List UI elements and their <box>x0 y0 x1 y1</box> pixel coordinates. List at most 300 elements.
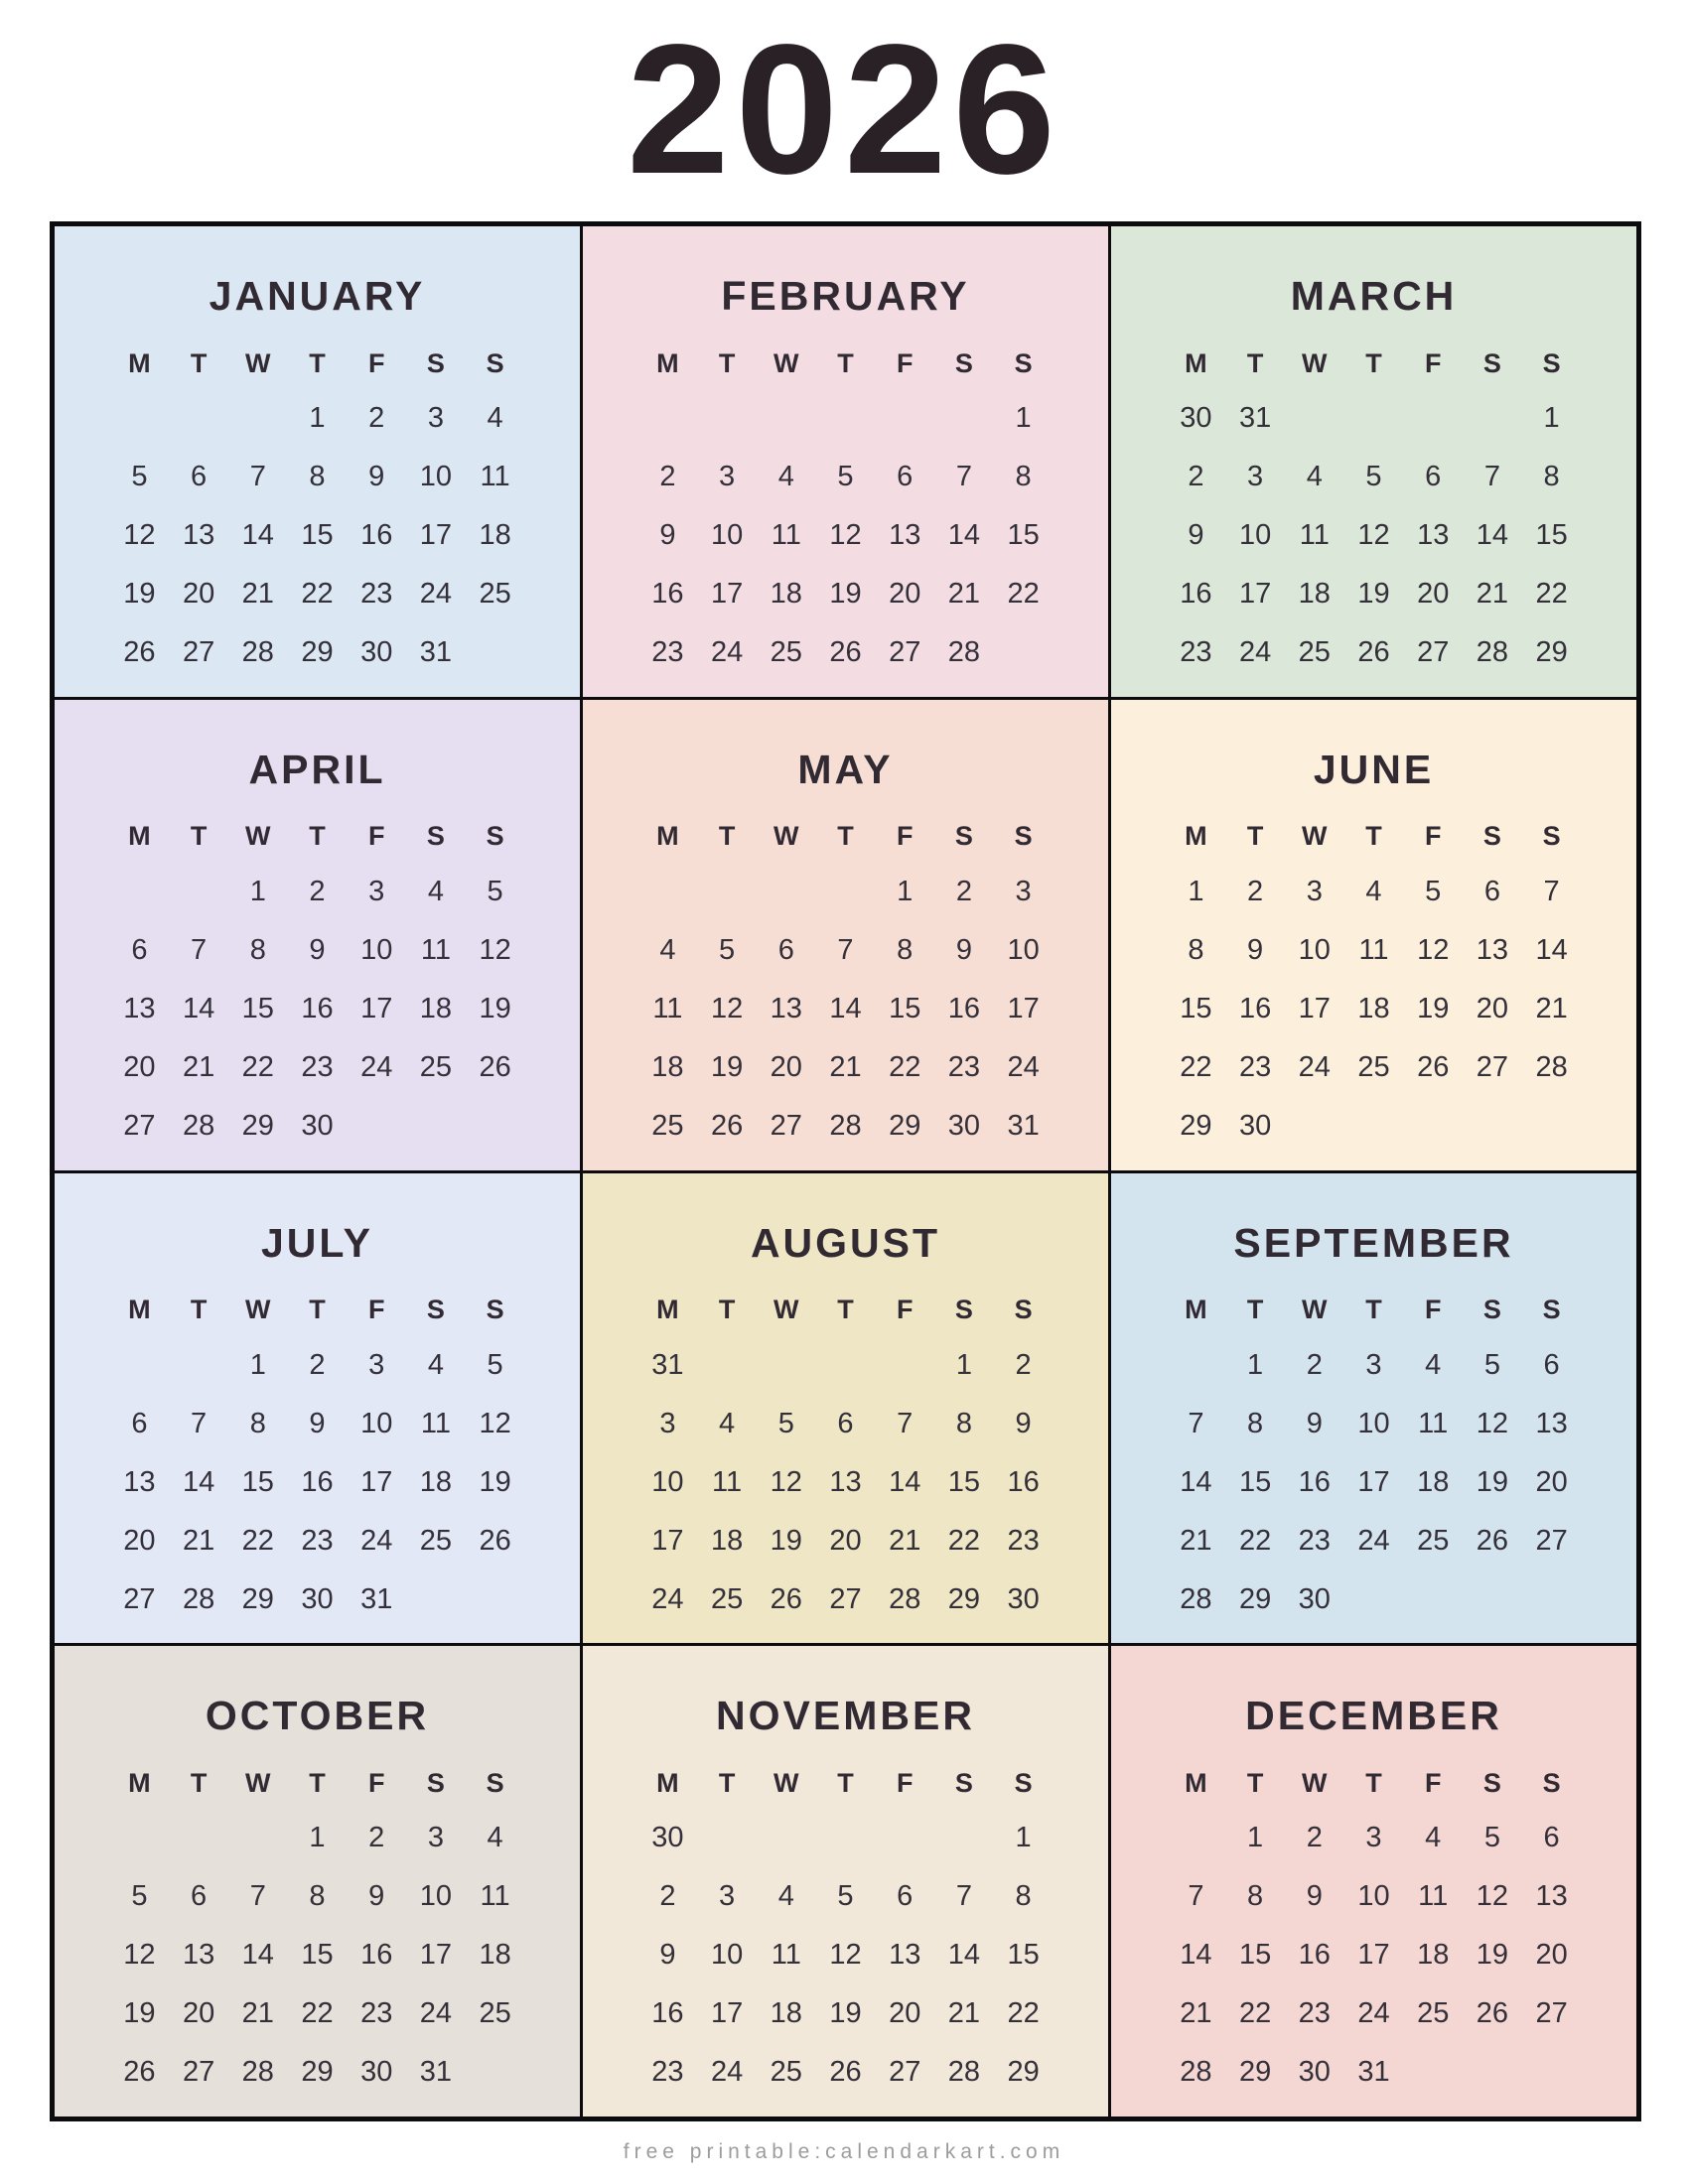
date-cell: 22 <box>1238 1524 1272 1557</box>
date-cell: 18 <box>1417 1939 1450 1972</box>
week-row <box>1167 1038 1582 1097</box>
date-cell: 3 <box>659 1407 676 1439</box>
month-calendar <box>110 1285 525 1629</box>
week-row <box>110 1570 525 1629</box>
date-cell: 7 <box>837 933 854 966</box>
date-cell: 15 <box>301 519 334 551</box>
date-cell: 24 <box>710 2056 744 2089</box>
date-cell: 5 <box>131 1880 148 1913</box>
week-row <box>110 623 525 682</box>
date-cell: 4 <box>1306 461 1323 492</box>
date-cell: 29 <box>889 1109 921 1142</box>
weekday-label: F <box>367 1295 385 1324</box>
date-cell: 16 <box>301 1465 334 1498</box>
date-cell: 20 <box>889 578 921 610</box>
date-cell: 11 <box>1299 519 1330 551</box>
month-calendar <box>110 811 525 1156</box>
weekday-label: M <box>656 1295 679 1324</box>
date-cell: 18 <box>419 992 453 1024</box>
week-row <box>110 2043 525 2102</box>
date-cell: 16 <box>1298 1465 1331 1498</box>
week-row <box>638 1809 1054 1867</box>
weekday-label: T <box>718 1767 736 1798</box>
month-calendar <box>638 1285 1054 1629</box>
date-cell: 2 <box>1306 1348 1323 1381</box>
date-cell: 23 <box>1007 1524 1040 1557</box>
date-cell: 5 <box>487 875 503 907</box>
date-cell: 28 <box>889 1582 921 1615</box>
weekday-label: T <box>1246 347 1264 378</box>
weekday-header-row <box>1167 811 1582 863</box>
date-cell: 28 <box>182 1582 215 1615</box>
date-cell: 11 <box>480 1880 510 1913</box>
week-row <box>110 1097 525 1156</box>
date-cell: 12 <box>123 1939 156 1972</box>
months-grid <box>50 221 1641 2121</box>
week-row <box>110 1512 525 1570</box>
date-cell: 24 <box>710 636 744 668</box>
date-cell: 4 <box>1425 1348 1442 1381</box>
weekday-header-row <box>1167 1757 1582 1809</box>
date-cell: 12 <box>1476 1880 1509 1913</box>
date-cell: 15 <box>1238 1939 1272 1972</box>
weekday-label: W <box>1302 347 1328 378</box>
date-cell: 26 <box>770 1582 802 1615</box>
date-cell: 2 <box>659 1880 676 1913</box>
date-cell: 24 <box>651 1582 684 1615</box>
date-cell: 26 <box>1417 1050 1450 1083</box>
date-cell: 12 <box>770 1465 802 1498</box>
week-row <box>638 1926 1054 1984</box>
date-cell: 14 <box>1476 519 1509 551</box>
date-cell: 11 <box>1358 933 1389 966</box>
date-cell: 14 <box>1535 933 1568 966</box>
date-cell: 26 <box>829 636 862 668</box>
date-cell: 22 <box>889 1050 921 1083</box>
date-cell: 8 <box>309 1880 326 1913</box>
weekday-label: W <box>774 821 799 852</box>
date-cell: 21 <box>947 578 981 610</box>
date-cell: 17 <box>1357 1939 1390 1972</box>
week-row <box>1167 1395 1582 1453</box>
date-cell: 7 <box>191 1407 208 1439</box>
weekday-label: W <box>1302 821 1328 852</box>
date-cell: 22 <box>947 1524 981 1557</box>
date-cell: 24 <box>1238 636 1272 668</box>
weekday-label: F <box>367 821 385 852</box>
date-cell: 28 <box>947 636 981 668</box>
date-cell: 12 <box>1476 1407 1509 1439</box>
date-cell: 25 <box>419 1524 453 1557</box>
week-row <box>110 1867 525 1926</box>
date-cell: 15 <box>301 1939 334 1972</box>
date-cell: 17 <box>419 1939 453 1972</box>
date-cell: 30 <box>651 1822 684 1854</box>
weekday-label: T <box>1365 347 1382 378</box>
month-title: FEBRUARY <box>721 273 970 319</box>
weekday-label: S <box>1482 821 1501 852</box>
week-row <box>1167 980 1582 1038</box>
date-cell: 8 <box>249 933 266 966</box>
date-cell: 2 <box>659 461 676 492</box>
date-cell: 27 <box>182 636 215 668</box>
date-cell: 8 <box>897 933 914 966</box>
month-january <box>55 226 580 697</box>
date-cell: 22 <box>1238 1997 1272 2030</box>
weekday-header-row <box>638 338 1054 389</box>
week-row <box>1167 921 1582 980</box>
weekday-label: S <box>426 1767 445 1798</box>
weekday-label: S <box>486 1295 504 1324</box>
date-cell: 7 <box>249 1880 266 1913</box>
date-cell: 6 <box>1483 875 1500 907</box>
date-cell: 5 <box>487 1348 503 1381</box>
date-cell: 24 <box>1357 1524 1390 1557</box>
month-december <box>1111 1646 1636 2116</box>
weekday-label: M <box>1185 347 1207 378</box>
date-cell: 30 <box>1238 1109 1272 1142</box>
date-cell: 3 <box>1306 875 1323 907</box>
date-cell: 14 <box>947 1939 981 1972</box>
week-row <box>638 1336 1054 1395</box>
date-cell: 1 <box>1247 1822 1264 1854</box>
date-cell: 11 <box>771 519 801 551</box>
weekday-label: T <box>190 821 208 852</box>
weekday-label: S <box>954 821 973 852</box>
date-cell: 25 <box>1417 1997 1450 2030</box>
date-cell: 5 <box>1365 461 1382 492</box>
date-cell: 1 <box>1015 402 1032 434</box>
weekday-label: M <box>128 347 151 378</box>
date-cell: 4 <box>777 461 794 492</box>
date-cell: 19 <box>710 1050 744 1083</box>
date-cell: 30 <box>360 636 393 668</box>
date-cell: 8 <box>1247 1880 1264 1913</box>
date-cell: 31 <box>1238 402 1272 434</box>
date-cell: 27 <box>123 1582 156 1615</box>
footer-credit: free printable:calendarkart.com <box>623 2140 1065 2163</box>
date-cell: 13 <box>123 992 156 1024</box>
weekday-header-row <box>638 1757 1054 1809</box>
date-cell: 24 <box>419 578 453 610</box>
weekday-label: T <box>1365 821 1382 852</box>
date-cell: 5 <box>131 461 148 492</box>
date-cell: 22 <box>301 1997 334 2030</box>
weekday-label: S <box>1542 1767 1561 1798</box>
date-cell: 25 <box>479 1997 511 2030</box>
date-cell: 18 <box>770 1997 802 2030</box>
week-row <box>638 921 1054 980</box>
date-cell: 1 <box>897 875 914 907</box>
date-cell: 9 <box>659 519 676 551</box>
date-cell: 10 <box>1007 933 1040 966</box>
date-cell: 16 <box>651 1997 684 2030</box>
date-cell: 2 <box>309 1348 326 1381</box>
date-cell: 19 <box>123 1997 156 2030</box>
week-row <box>110 506 525 565</box>
date-cell: 23 <box>301 1524 334 1557</box>
weekday-label: S <box>954 1767 973 1798</box>
date-cell: 10 <box>651 1465 684 1498</box>
weekday-label: T <box>1246 1295 1264 1324</box>
month-calendar <box>638 811 1054 1156</box>
date-cell: 6 <box>191 1880 208 1913</box>
week-row <box>110 1809 525 1867</box>
date-cell: 26 <box>123 636 156 668</box>
date-cell: 21 <box>829 1050 862 1083</box>
weekday-label: W <box>245 1295 271 1324</box>
date-cell: 10 <box>360 933 393 966</box>
date-cell: 28 <box>829 1109 862 1142</box>
date-cell: 23 <box>360 1997 393 2030</box>
date-cell: 11 <box>652 992 683 1024</box>
date-cell: 23 <box>651 2056 684 2089</box>
weekday-header-row <box>1167 338 1582 389</box>
weekday-label: S <box>1542 1295 1561 1324</box>
date-cell: 15 <box>1007 1939 1040 1972</box>
date-cell: 8 <box>249 1407 266 1439</box>
weekday-label: S <box>1542 347 1561 378</box>
date-cell: 27 <box>1535 1997 1568 2030</box>
week-row <box>638 506 1054 565</box>
date-cell: 29 <box>1238 2056 1272 2089</box>
date-cell: 10 <box>1298 933 1331 966</box>
date-cell: 21 <box>1476 578 1509 610</box>
weekday-label: T <box>718 347 736 378</box>
week-row <box>638 565 1054 623</box>
date-cell: 30 <box>947 1109 981 1142</box>
weekday-label: T <box>837 821 854 852</box>
month-title: JANUARY <box>209 273 426 319</box>
date-cell: 1 <box>309 402 326 434</box>
week-row <box>1167 2043 1582 2102</box>
date-cell: 13 <box>1476 933 1509 966</box>
date-cell: 1 <box>309 1822 326 1854</box>
date-cell: 24 <box>419 1997 453 2030</box>
date-cell: 13 <box>770 992 802 1024</box>
date-cell: 10 <box>419 1880 453 1913</box>
date-cell: 27 <box>1535 1524 1568 1557</box>
weekday-label: T <box>1246 821 1264 852</box>
date-cell: 6 <box>1543 1348 1560 1381</box>
month-title: NOVEMBER <box>716 1693 975 1739</box>
date-cell: 9 <box>1247 933 1264 966</box>
date-cell: 17 <box>419 519 453 551</box>
date-cell: 13 <box>182 519 215 551</box>
date-cell: 3 <box>1015 875 1032 907</box>
date-cell: 11 <box>1418 1407 1449 1439</box>
month-title: MAY <box>797 746 894 792</box>
date-cell: 22 <box>241 1524 274 1557</box>
date-cell: 18 <box>710 1524 744 1557</box>
date-cell: 20 <box>182 578 215 610</box>
date-cell: 12 <box>710 992 744 1024</box>
date-cell: 3 <box>1365 1822 1382 1854</box>
date-cell: 21 <box>947 1997 981 2030</box>
date-cell: 23 <box>947 1050 981 1083</box>
weekday-label: F <box>896 1767 914 1798</box>
date-cell: 31 <box>419 2056 453 2089</box>
date-cell: 28 <box>947 2056 981 2089</box>
date-cell: 22 <box>1535 578 1568 610</box>
weekday-label: T <box>309 1767 326 1798</box>
month-calendar <box>638 338 1054 682</box>
weekday-label: S <box>486 821 504 852</box>
date-cell: 30 <box>1007 1582 1040 1615</box>
date-cell: 8 <box>309 461 326 492</box>
weekday-header-row <box>110 1285 525 1336</box>
date-cell: 27 <box>182 2056 215 2089</box>
date-cell: 28 <box>1180 1582 1212 1615</box>
date-cell: 31 <box>360 1582 393 1615</box>
date-cell: 16 <box>360 519 393 551</box>
date-cell: 16 <box>947 992 981 1024</box>
date-cell: 25 <box>419 1050 453 1083</box>
date-cell: 18 <box>419 1465 453 1498</box>
weekday-label: T <box>718 1295 736 1324</box>
weekday-label: S <box>426 347 445 378</box>
weekday-label: M <box>1185 821 1207 852</box>
date-cell: 21 <box>1535 992 1568 1024</box>
date-cell: 24 <box>360 1524 393 1557</box>
date-cell: 10 <box>1357 1880 1390 1913</box>
month-april <box>55 700 580 1170</box>
date-cell: 23 <box>301 1050 334 1083</box>
date-cell: 17 <box>1298 992 1331 1024</box>
date-cell: 19 <box>829 578 862 610</box>
month-november <box>583 1646 1108 2116</box>
weekday-header-row <box>1167 1285 1582 1336</box>
date-cell: 11 <box>480 461 510 492</box>
date-cell: 4 <box>1365 875 1382 907</box>
date-cell: 10 <box>360 1407 393 1439</box>
weekday-label: S <box>1542 821 1561 852</box>
date-cell: 27 <box>889 2056 921 2089</box>
date-cell: 4 <box>777 1880 794 1913</box>
date-cell: 14 <box>241 1939 274 1972</box>
date-cell: 6 <box>131 933 148 966</box>
date-cell: 19 <box>829 1997 862 2030</box>
date-cell: 17 <box>710 578 744 610</box>
date-cell: 20 <box>829 1524 862 1557</box>
date-cell: 23 <box>1298 1997 1331 2030</box>
week-row <box>1167 565 1582 623</box>
date-cell: 7 <box>955 1880 972 1913</box>
date-cell: 29 <box>1007 2056 1040 2089</box>
date-cell: 13 <box>1535 1880 1568 1913</box>
weekday-header-row <box>110 338 525 389</box>
month-may <box>583 700 1108 1170</box>
date-cell: 14 <box>947 519 981 551</box>
weekday-header-row <box>638 1285 1054 1336</box>
date-cell: 29 <box>947 1582 981 1615</box>
month-title: APRIL <box>248 746 386 792</box>
date-cell: 16 <box>651 578 684 610</box>
date-cell: 4 <box>487 402 503 434</box>
date-cell: 21 <box>241 578 274 610</box>
date-cell: 18 <box>479 519 511 551</box>
weekday-label: T <box>190 347 208 378</box>
date-cell: 19 <box>1357 578 1390 610</box>
date-cell: 5 <box>837 461 854 492</box>
date-cell: 29 <box>241 1109 274 1142</box>
month-title: AUGUST <box>750 1219 941 1266</box>
date-cell: 1 <box>1543 402 1560 434</box>
date-cell: 13 <box>889 519 921 551</box>
date-cell: 29 <box>1535 636 1568 668</box>
date-cell: 18 <box>770 578 802 610</box>
date-cell: 25 <box>1357 1050 1390 1083</box>
date-cell: 1 <box>249 1348 266 1381</box>
weekday-label: W <box>1302 1295 1328 1324</box>
weekday-label: S <box>954 347 973 378</box>
date-cell: 18 <box>1298 578 1331 610</box>
date-cell: 24 <box>1007 1050 1040 1083</box>
date-cell: 23 <box>1180 636 1212 668</box>
date-cell: 13 <box>123 1465 156 1498</box>
date-cell: 12 <box>829 519 862 551</box>
week-row <box>1167 1984 1582 2043</box>
weekday-label: T <box>1365 1767 1382 1798</box>
date-cell: 8 <box>1247 1407 1264 1439</box>
week-row <box>638 980 1054 1038</box>
date-cell: 8 <box>1015 461 1032 492</box>
date-cell: 15 <box>1238 1465 1272 1498</box>
date-cell: 30 <box>1180 402 1212 434</box>
date-cell: 5 <box>837 1880 854 1913</box>
weekday-label: S <box>426 1295 445 1324</box>
date-cell: 11 <box>771 1939 801 1972</box>
date-cell: 9 <box>368 1880 385 1913</box>
date-cell: 17 <box>710 1997 744 2030</box>
date-cell: 4 <box>487 1822 503 1854</box>
month-calendar <box>110 1757 525 2102</box>
month-february <box>583 226 1108 697</box>
date-cell: 19 <box>479 1465 511 1498</box>
date-cell: 31 <box>1357 2056 1390 2089</box>
weekday-label: W <box>245 347 271 378</box>
date-cell: 20 <box>1476 992 1509 1024</box>
date-cell: 23 <box>1238 1050 1272 1083</box>
month-title: JULY <box>260 1219 374 1266</box>
month-title: JUNE <box>1313 746 1435 792</box>
weekday-label: W <box>1302 1767 1328 1798</box>
date-cell: 4 <box>427 875 444 907</box>
date-cell: 19 <box>479 992 511 1024</box>
week-row <box>638 448 1054 506</box>
week-row <box>1167 863 1582 921</box>
date-cell: 21 <box>182 1050 215 1083</box>
date-cell: 22 <box>1180 1050 1212 1083</box>
date-cell: 20 <box>123 1524 156 1557</box>
date-cell: 28 <box>1180 2056 1212 2089</box>
week-row <box>638 1453 1054 1512</box>
date-cell: 2 <box>1015 1348 1032 1381</box>
date-cell: 2 <box>955 875 972 907</box>
date-cell: 18 <box>479 1939 511 1972</box>
date-cell: 17 <box>1007 992 1040 1024</box>
weekday-header-row <box>638 811 1054 863</box>
week-row <box>638 1867 1054 1926</box>
date-cell: 30 <box>1298 2056 1331 2089</box>
date-cell: 28 <box>1476 636 1509 668</box>
week-row <box>1167 1097 1582 1156</box>
date-cell: 1 <box>1247 1348 1264 1381</box>
date-cell: 9 <box>955 933 972 966</box>
week-row <box>110 1336 525 1395</box>
date-cell: 7 <box>897 1407 914 1439</box>
date-cell: 25 <box>710 1582 744 1615</box>
